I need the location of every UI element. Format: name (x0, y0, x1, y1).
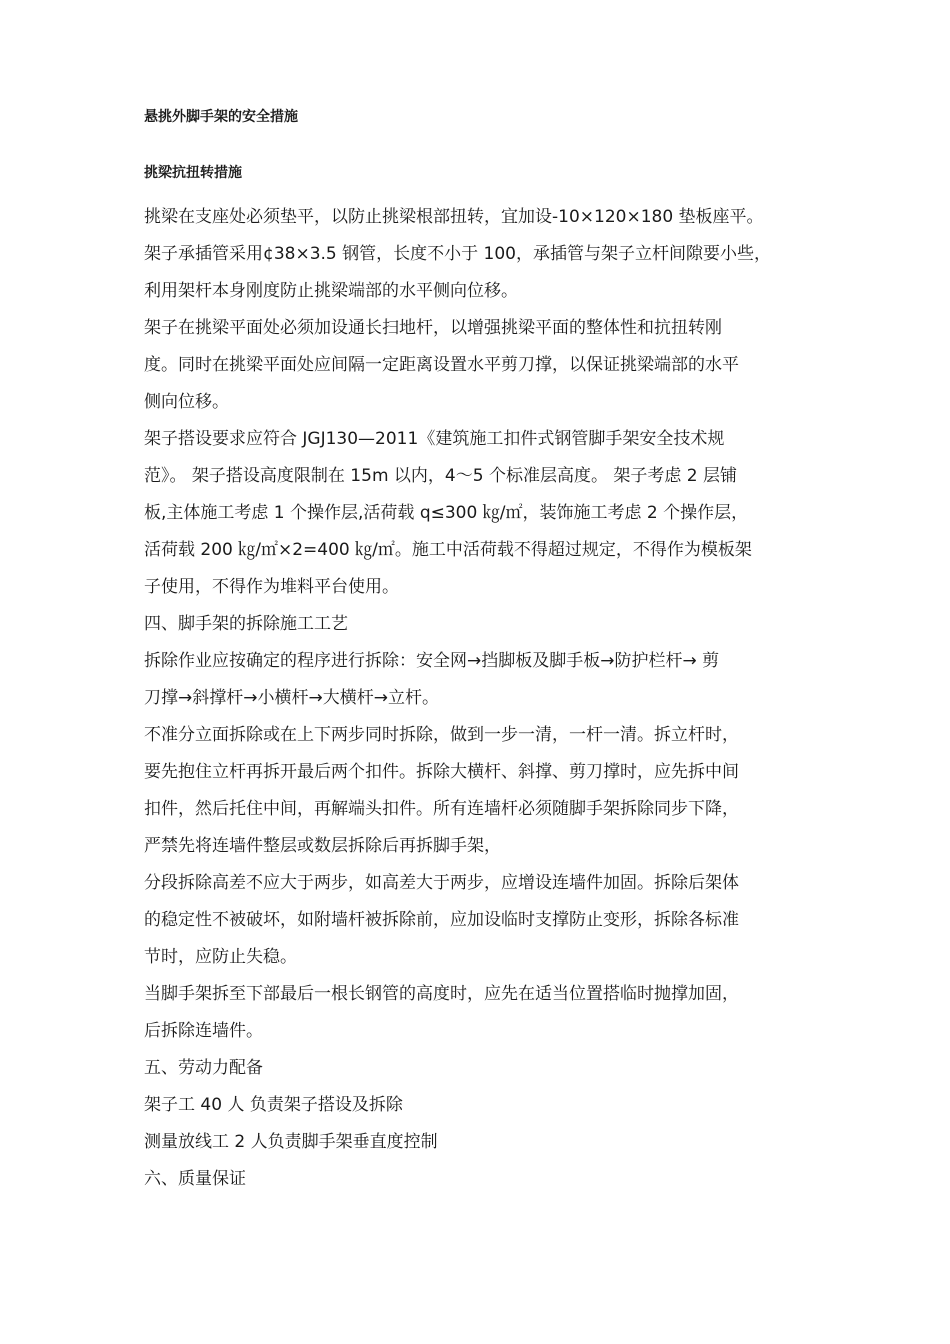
text-line: 架子在挑梁平面处必须加设通长扫地杆，以增强挑梁平面的整体性和抗扭转刚 (144, 318, 722, 338)
text-line: 当脚手架拆至下部最后一根长钢管的高度时，应先在适当位置搭临时抛撑加固， (144, 984, 739, 1004)
text-line: 度。同时在挑梁平面处应间隔一定距离设置水平剪刀撑，以保证挑梁端部的水平 (144, 355, 739, 375)
text-line: 扣件，然后托住中间，再解端头扣件。所有连墙杆必须随脚手架拆除同步下降， (144, 799, 739, 819)
text-line: 子使用，不得作为堆料平台使用。 (144, 577, 399, 597)
text-line: 活荷载 200 ㎏/㎡×2=400 ㎏/㎡。施工中活荷载不得超过规定，不得作为模板架 (144, 540, 752, 560)
text-line: 范》。 架子搭设高度限制在 15m 以内，4～5 个标准层高度。 架子考虑 2 层铺 (144, 466, 737, 486)
section-heading: 五、劳动力配备 (144, 1058, 263, 1078)
text-line: 侧向位移。 (144, 392, 229, 412)
text-line: 要先抱住立杆再拆开最后两个扣件。拆除大横杆、斜撑、剪刀撑时，应先拆中间 (144, 762, 739, 782)
text-line: 架子工 40 人 负责架子搭设及拆除 (144, 1095, 403, 1115)
document-title: 悬挑外脚手架的安全措施 (144, 109, 298, 125)
section-heading: 六、质量保证 (144, 1169, 246, 1189)
text-line: 利用架杆本身刚度防止挑梁端部的水平侧向位移。 (144, 281, 518, 301)
text-line: 架子承插管采用¢38×3.5 钢管，长度不小于 100，承插管与架子立杆间隙要小些， (144, 244, 771, 264)
text-line: 的稳定性不被破坏，如附墙杆被拆除前，应加设临时支撑防止变形，拆除各标准 (144, 910, 739, 930)
text-line: 测量放线工 2 人负责脚手架垂直度控制 (144, 1132, 438, 1152)
text-line: 挑梁在支座处必须垫平，以防止挑梁根部扭转，宜加设-10×120×180 垫板座平。 (144, 207, 764, 227)
text-line: 分段拆除高差不应大于两步，如高差大于两步，应增设连墙件加固。拆除后架体 (144, 873, 739, 893)
section-heading: 四、脚手架的拆除施工工艺 (144, 614, 348, 634)
text-line: 后拆除连墙件。 (144, 1021, 263, 1041)
text-line: 拆除作业应按确定的程序进行拆除：安全网→挡脚板及脚手板→防护栏杆→ 剪 (144, 651, 720, 671)
text-line: 节时，应防止失稳。 (144, 947, 297, 967)
section-heading: 挑梁抗扭转措施 (144, 165, 242, 181)
text-line: 板,主体施工考虑 1 个操作层,活荷载 q≤300 ㎏/㎡，装饰施工考虑 2 个操作层， (144, 503, 749, 523)
body-text (144, 199, 824, 1198)
text-line: 架子搭设要求应符合 JGJ130—2011《建筑施工扣件式钢管脚手架安全技术规 (144, 429, 725, 449)
text-line: 不准分立面拆除或在上下两步同时拆除，做到一步一清，一杆一清。拆立杆时， (144, 725, 739, 745)
text-line: 刀撑→斜撑杆→小横杆→大横杆→立杆。 (144, 688, 439, 708)
text-line: 严禁先将连墙件整层或数层拆除后再拆脚手架， (144, 836, 501, 856)
